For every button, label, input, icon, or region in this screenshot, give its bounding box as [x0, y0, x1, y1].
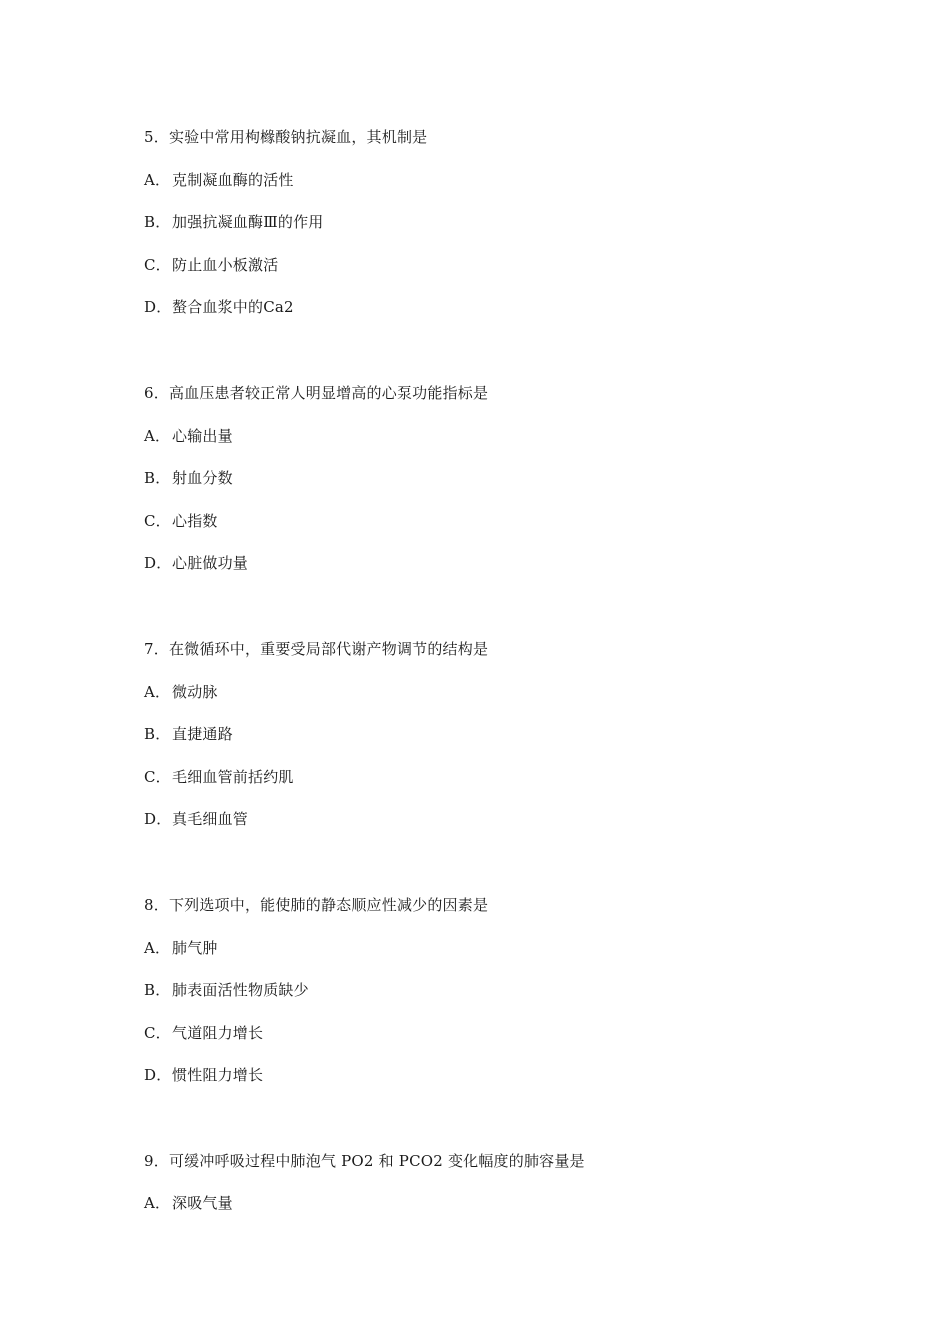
option-text: 深吸气量 — [172, 1194, 233, 1213]
question-9 — [144, 1150, 864, 1235]
option-d — [144, 296, 864, 339]
option-letter: D． — [144, 554, 172, 573]
option-text: 螯合血浆中的Ca2 — [172, 298, 294, 317]
option-text: 气道阻力增长 — [172, 1023, 264, 1042]
question-7 — [144, 638, 864, 851]
document-page — [144, 126, 864, 1235]
option-b — [144, 979, 864, 1022]
option-a — [144, 1192, 864, 1235]
question-stem: 5．实验中常用枸橼酸钠抗凝血，其机制是 — [144, 128, 428, 146]
option-letter: A． — [144, 938, 171, 957]
option-letter: B． — [144, 981, 171, 1000]
option-letter: D． — [144, 1066, 172, 1085]
option-text: 防止血小板激活 — [172, 255, 279, 274]
option-d — [144, 808, 864, 851]
option-a — [144, 681, 864, 724]
question-stem: 6．高血压患者较正常人明显增高的心泵功能指标是 — [144, 383, 489, 402]
option-text: 心指数 — [172, 511, 218, 530]
question-6 — [144, 382, 864, 595]
option-text: 直捷通路 — [172, 725, 233, 744]
option-c — [144, 510, 864, 553]
option-letter: D． — [144, 810, 172, 829]
question-stem: 7．在微循环中，重要受局部代谢产物调节的结构是 — [144, 639, 489, 658]
option-b — [144, 467, 864, 510]
option-text: 惯性阻力增长 — [172, 1066, 264, 1085]
option-letter: A． — [144, 170, 171, 189]
option-text: 肺气肿 — [172, 938, 218, 957]
option-letter: C． — [144, 767, 171, 786]
option-c — [144, 1022, 864, 1065]
option-text: 心脏做功量 — [172, 554, 249, 573]
option-text: 射血分数 — [172, 469, 233, 488]
option-text: 肺表面活性物质缺少 — [172, 981, 309, 1000]
option-d — [144, 552, 864, 595]
option-a — [144, 169, 864, 212]
question-5 — [144, 126, 864, 339]
option-a — [144, 425, 864, 468]
option-b — [144, 211, 864, 254]
option-text: 微动脉 — [172, 682, 218, 701]
option-a — [144, 937, 864, 980]
option-letter: D． — [144, 298, 172, 317]
option-letter: A． — [144, 1194, 171, 1213]
option-text: 加强抗凝血酶Ⅲ的作用 — [172, 213, 324, 232]
option-c — [144, 766, 864, 809]
option-letter: B． — [144, 213, 171, 232]
option-letter: A． — [144, 426, 171, 445]
option-letter: C． — [144, 511, 171, 530]
option-letter: C． — [144, 255, 171, 274]
option-d — [144, 1064, 864, 1107]
option-letter: C． — [144, 1023, 171, 1042]
option-text: 克制凝血酶的活性 — [172, 170, 294, 189]
question-stem: 9．可缓冲呼吸过程中肺泡气 PO2 和 PCO2 变化幅度的肺容量是 — [144, 1151, 585, 1170]
question-8 — [144, 894, 864, 1107]
option-letter: A． — [144, 682, 171, 701]
option-b — [144, 723, 864, 766]
option-text: 真毛细血管 — [172, 810, 249, 829]
option-letter: B． — [144, 469, 171, 488]
option-letter: B． — [144, 725, 171, 744]
option-text: 毛细血管前括约肌 — [172, 767, 294, 786]
option-text: 心输出量 — [172, 426, 233, 445]
question-stem: 8．下列选项中，能使肺的静态顺应性减少的因素是 — [144, 895, 489, 914]
option-c — [144, 254, 864, 297]
